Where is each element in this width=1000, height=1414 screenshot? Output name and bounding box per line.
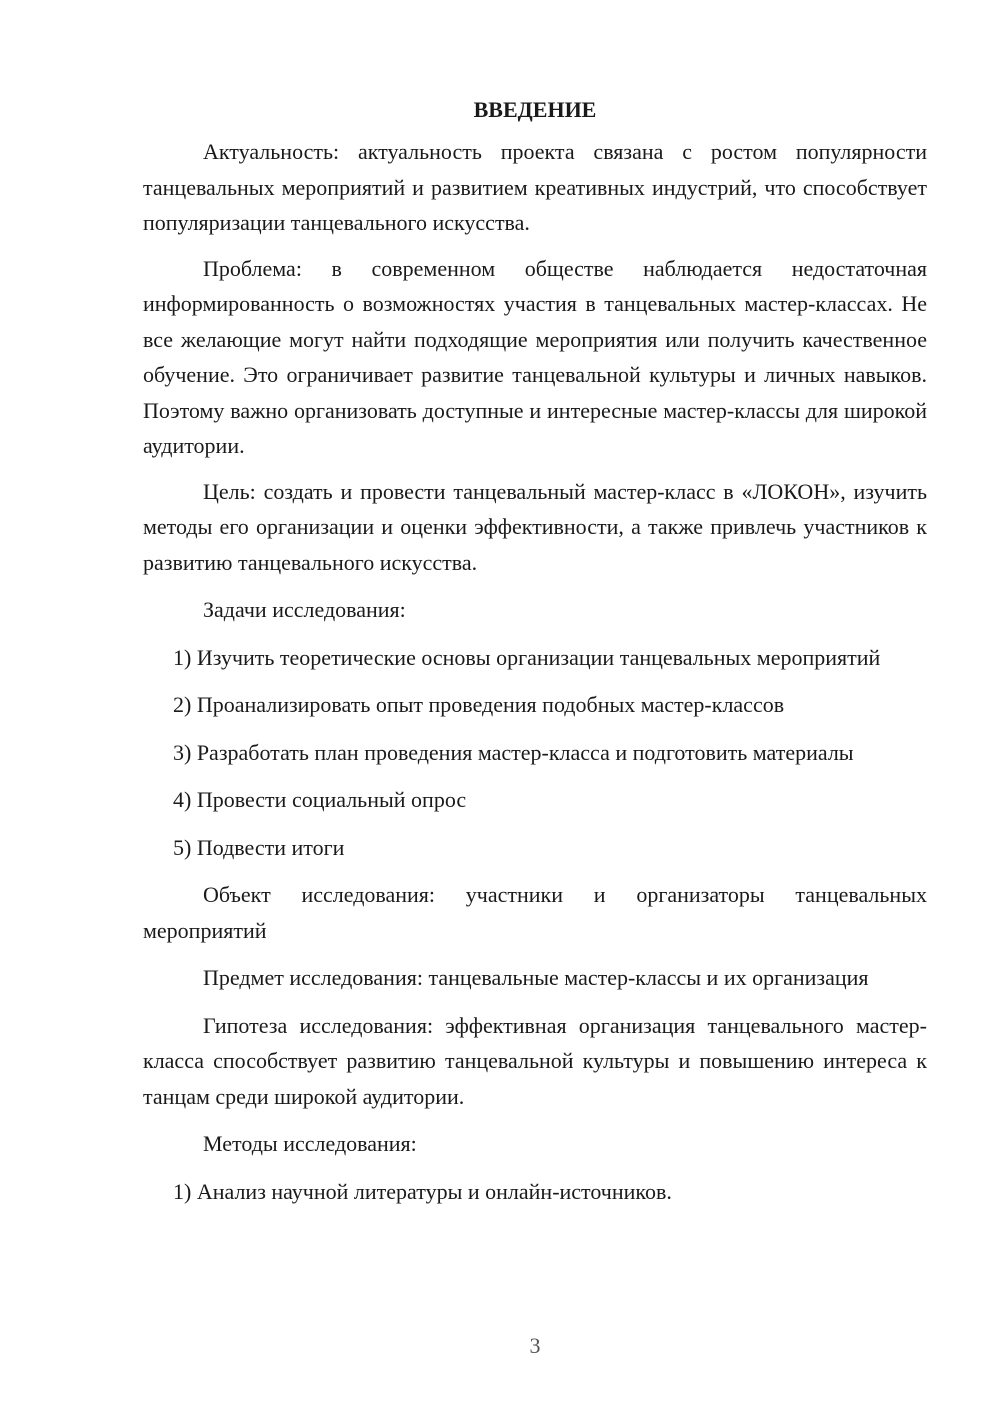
document-page — [143, 92, 927, 1209]
hypothesis-paragraph: Гипотеза исследования: эффективная организация танцевального мастер-класса способствует развитию танцевальной культуры и повышению интереса к танцам среди широкой аудитории. — [143, 1012, 927, 1109]
task-item: 3) Разработать план проведения мастер-класса и подготовить материалы — [173, 739, 854, 765]
tasks-heading: Задачи исследования: — [203, 597, 406, 622]
section-title: ВВЕДЕНИЕ — [473, 97, 597, 122]
subject-paragraph: Предмет исследования: танцевальные мастер-классы и их организация — [203, 965, 869, 990]
task-item: 1) Изучить теоретические основы организации танцевальных мероприятий — [173, 644, 881, 670]
object-paragraph: Объект исследования: участники и организаторы танцевальных мероприятий — [143, 882, 927, 943]
relevance-paragraph: Актуальность: актуальность проекта связана с ростом популярности танцевальных мероприятий и развитием креативных индустрий, что способствует популяризации танцевального искусства. — [143, 139, 927, 235]
task-item: 2) Проанализировать опыт проведения подобных мастер-классов — [173, 692, 785, 717]
goal-paragraph: Цель: создать и провести танцевальный мастер-класс в «ЛОКОН», изучить методы его организации и оценки эффективности, а также привлечь участников к развитию танцевального искусства. — [143, 478, 927, 575]
task-item: 4) Провести социальный опрос — [173, 787, 467, 812]
page-number: 3 — [529, 1333, 541, 1358]
methods-heading: Методы исследования: — [203, 1131, 417, 1156]
problem-paragraph: Проблема: в современном обществе наблюдается недостаточная информированность о возможностях участия в танцевальных мастер-классах. Не все желающие могут найти подходящие мероприятия или получить качественное обучение. Это ограничивает развитие танцевальной культуры и личных навыков. Поэтому важно организовать доступные и интересные мастер-классы для широкой аудитории. — [143, 255, 927, 458]
method-item: 1) Анализ научной литературы и онлайн-источников. — [173, 1178, 672, 1204]
task-item: 5) Подвести итоги — [173, 834, 345, 860]
